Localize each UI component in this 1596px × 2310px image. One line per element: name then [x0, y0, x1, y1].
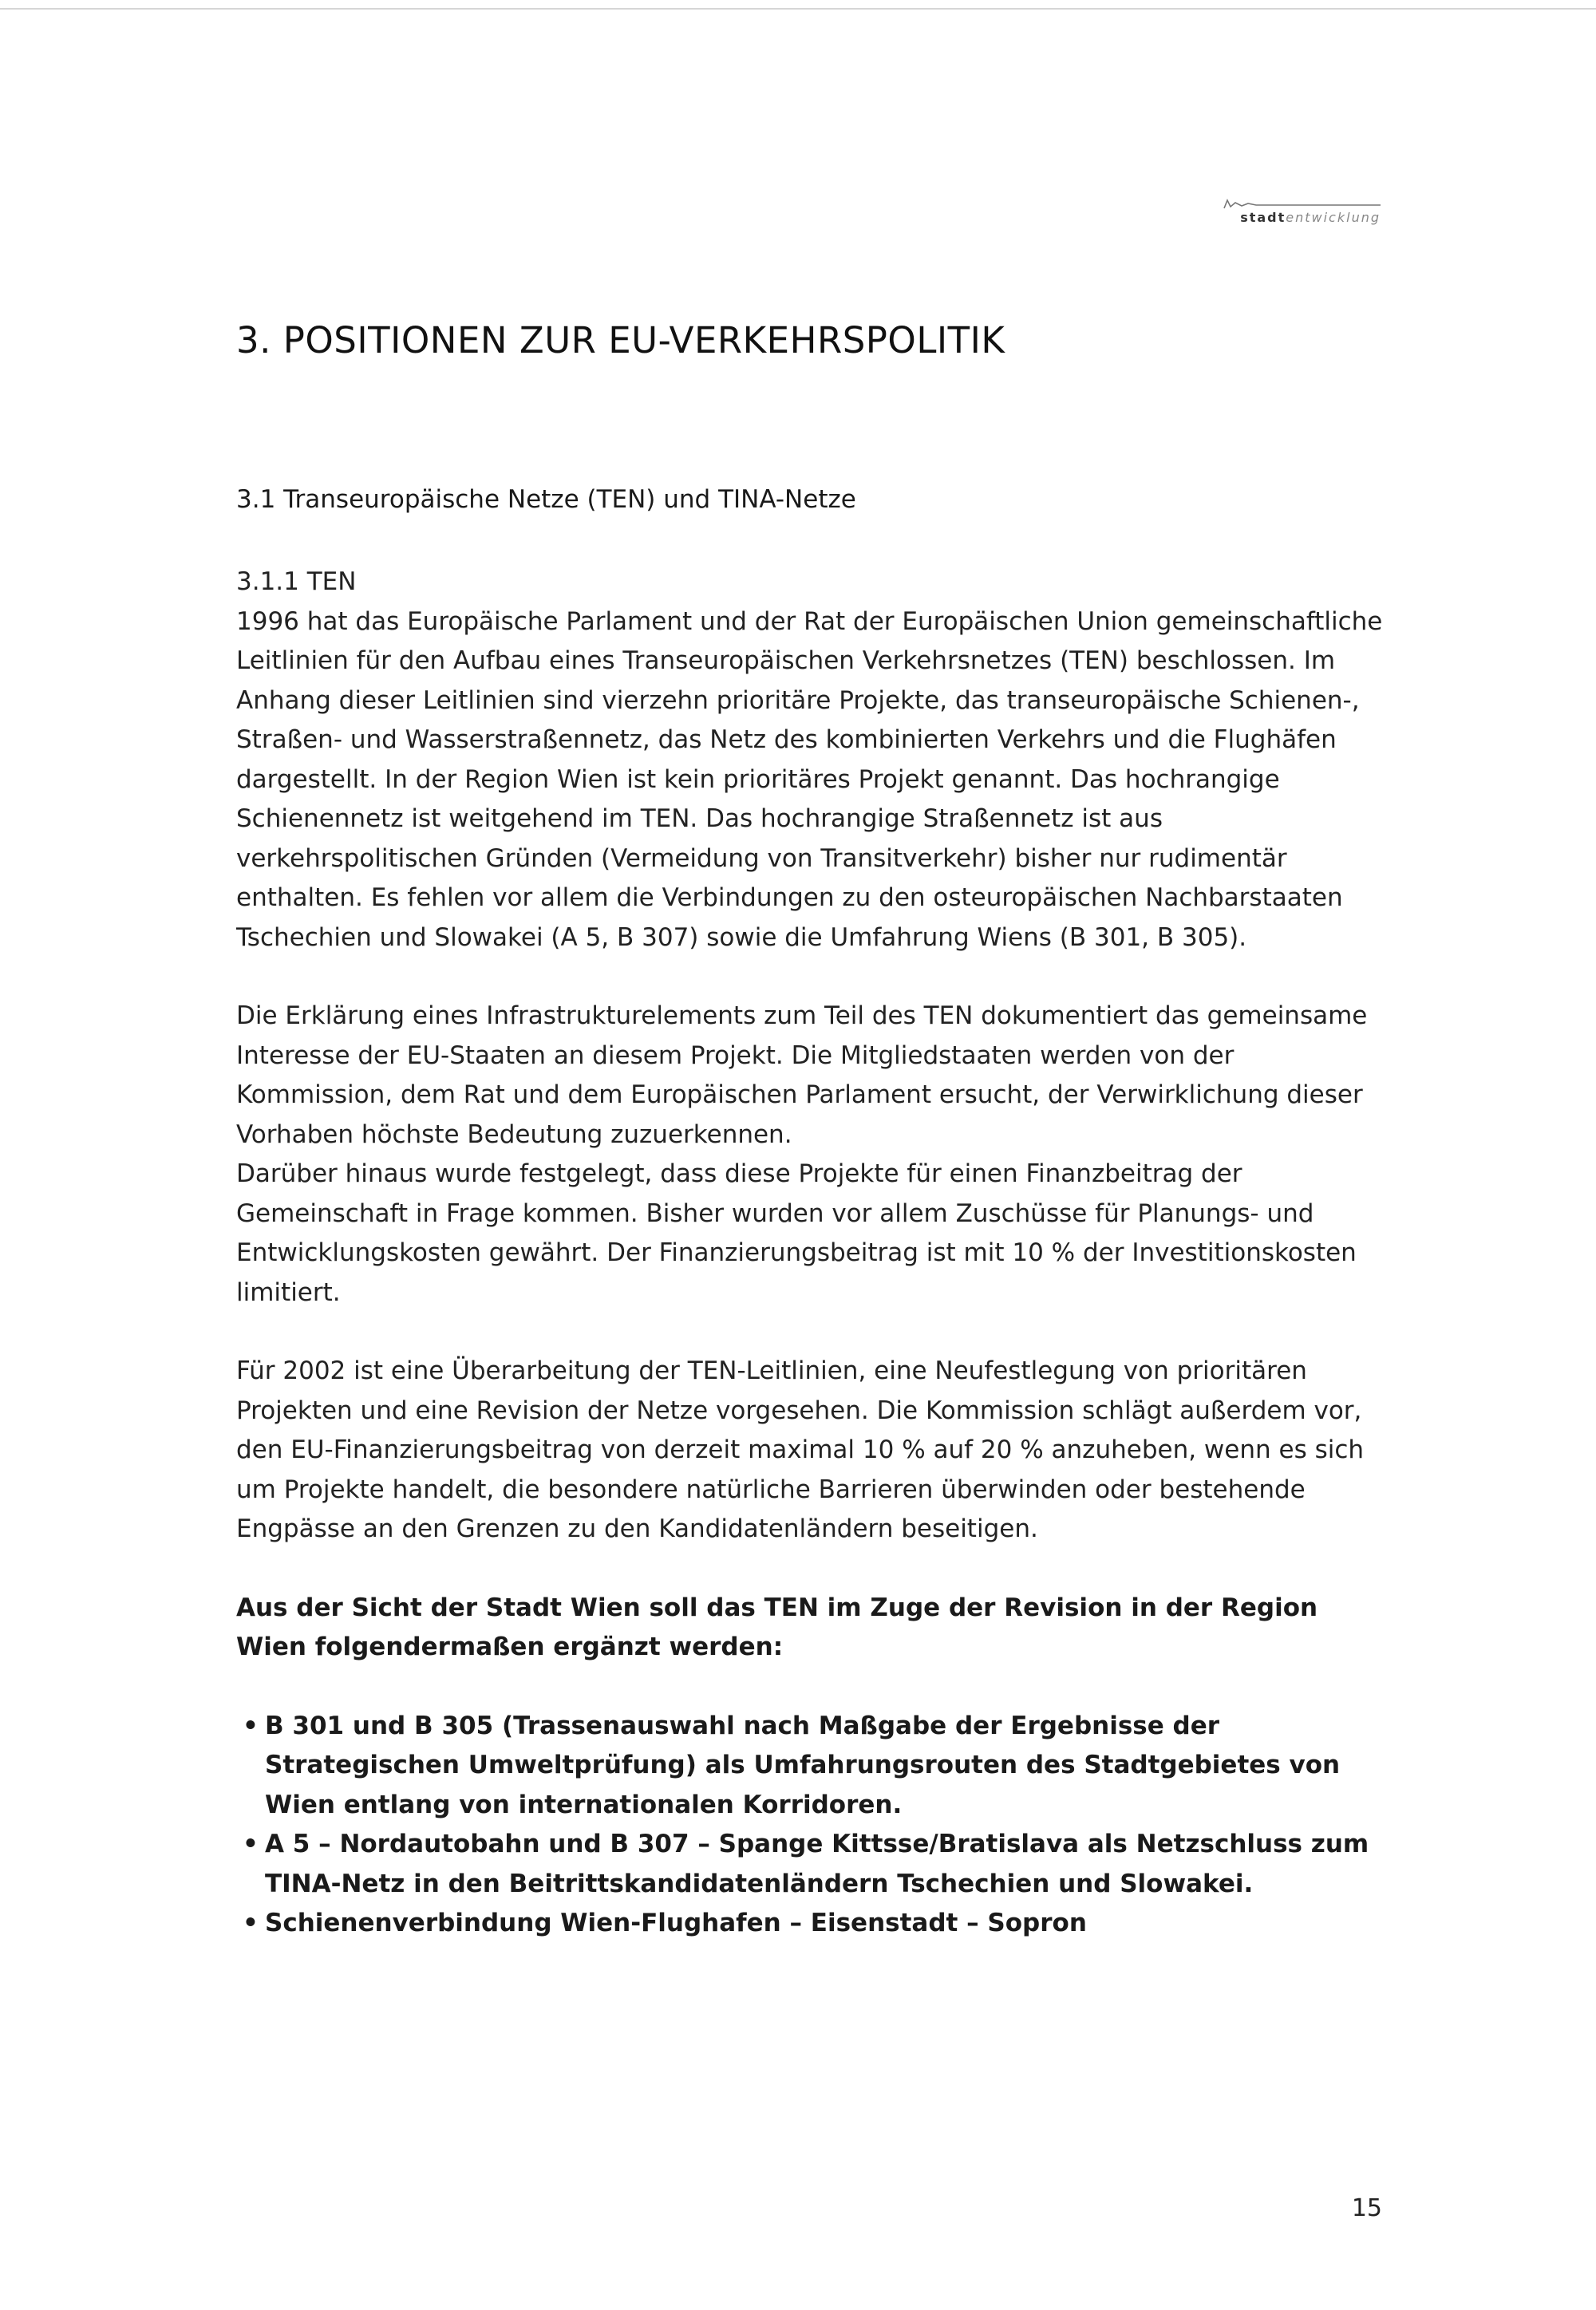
- paragraph-ten-revision: Für 2002 ist eine Überarbeitung der TEN-Leitlinien, eine Neufestlegung von prioritären Projekten und eine Revision der Netze vorgesehen. Die Kommission schlägt außerdem vor, den EU-Finanzierungsbeitrag von derzeit maximal 10 % auf 20 % anzuheben, wenn es sich um Projekte handelt, die besondere natürliche Barrieren überwinden oder bestehende Engpässe an den Grenzen zu den Kandidatenländern beseitigen.: [236, 1356, 1365, 1543]
- bullet-item: • B 301 und B 305 (Trassenauswahl nach Maßgabe der Ergebnisse der Strategischen Umweltprüfung) als Umfahrungsrouten des Stadtgebietes von Wien entlang von internationalen Korridoren.: [236, 1707, 1385, 1826]
- paragraph-vienna-position: Aus der Sicht der Stadt Wien soll das TEN im Zuge der Revision in der Region Wien folgendermaßen ergänzt werden:: [236, 1593, 1318, 1661]
- bullet-list: [236, 1707, 1385, 1944]
- section-title: 3.1 Transeuropäische Netze (TEN) und TINA-Netze: [236, 485, 856, 514]
- paragraph-ten-funding: Darüber hinaus wurde festgelegt, dass diese Projekte für einen Finanzbeitrag der Gemeinschaft in Frage kommen. Bisher wurden vor allem Zuschüsse für Planungs- und Entwicklungskosten gewährt. Der Finanzierungsbeitrag ist mit 10 % der Investitionskosten limitiert.: [236, 1159, 1357, 1307]
- bullet-item: • Schienenverbindung Wien-Flughafen – Eisenstadt – Sopron: [236, 1904, 1385, 1944]
- page-number: 15: [1351, 2194, 1382, 2222]
- subsection-title: 3.1.1 TEN: [236, 567, 357, 596]
- top-rule: [0, 8, 1596, 10]
- chapter-title: 3. POSITIONEN ZUR EU-VERKEHRSPOLITIK: [236, 319, 1005, 361]
- paragraph-ten-declaration: Die Erklärung eines Infrastrukturelements zum Teil des TEN dokumentiert das gemeinsame Interesse der EU-Staaten an diesem Projekt. Die Mitgliedstaaten werden von der Kommission, dem Rat und dem Europäischen Parlament ersucht, der Verwirklichung dieser Vorhaben höchste Bedeutung zuzuerkennen.: [236, 1001, 1368, 1149]
- logo-text-bold: stadt: [1240, 210, 1286, 225]
- body-content: [236, 563, 1385, 1944]
- stadtentwicklung-logo: [1221, 195, 1381, 227]
- logo-text: [1240, 210, 1381, 225]
- logo-skyline-icon: [1221, 195, 1381, 211]
- logo-text-light: entwicklung: [1286, 210, 1381, 225]
- bullet-item: • A 5 – Nordautobahn und B 307 – Spange Kittsse/Bratislava als Netzschluss zum TINA-Netz in den Beitrittskandidatenländern Tschechien und Slowakei.: [236, 1825, 1385, 1904]
- paragraph-ten-intro: 1996 hat das Europäische Parlament und der Rat der Europäischen Union gemeinschaftliche Leitlinien für den Aufbau eines Transeuropäischen Verkehrsnetzes (TEN) beschlossen. Im Anhang dieser Leitlinien sind vierzehn prioritäre Projekte, das transeuropäische Schienen-, Straßen- und Wasserstraßennetz, das Netz des kombinierten Verkehrs und die Flughäfen dargestellt. In der Region Wien ist kein prioritäres Projekt genannt. Das hochrangige Schienennetz ist weitgehend im TEN. Das hochrangige Straßennetz ist aus verkehrspolitischen Gründen (Vermeidung von Transitverkehr) bisher nur rudimentär enthalten. Es fehlen vor allem die Verbindungen zu den osteuropäischen Nachbarstaaten Tschechien und Slowakei (A 5, B 307) sowie die Umfahrung Wiens (B 301, B 305).: [236, 606, 1383, 952]
